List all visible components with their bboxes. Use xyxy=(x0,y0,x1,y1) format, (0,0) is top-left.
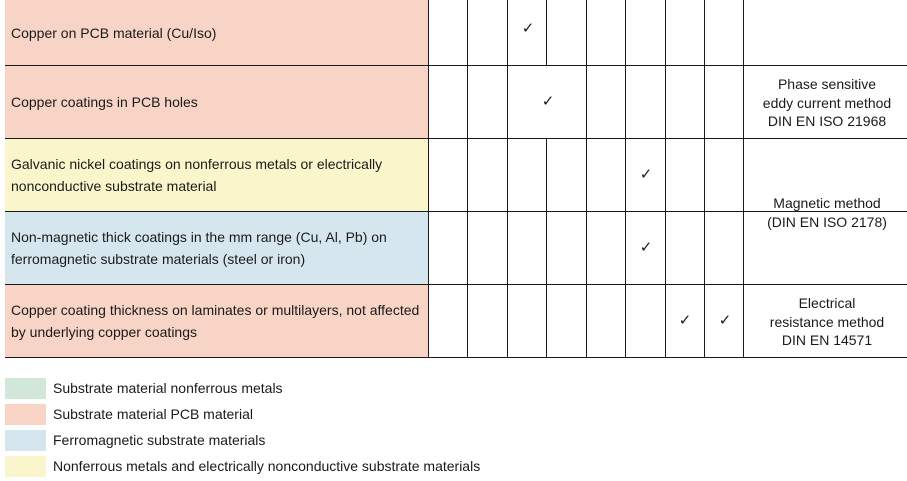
check-mark: ✓ xyxy=(521,20,535,37)
legend-swatch xyxy=(5,456,46,477)
row-label-nonmagnetic-thick: Non-magnetic thick coatings in the mm range (Cu, Al, Pb) on ferromagnetic substrate materials (steel or iron) xyxy=(5,212,428,284)
legend-item-pcb xyxy=(5,404,605,425)
legend-label: Substrate material nonferrous metals xyxy=(53,380,283,396)
method-line: Phase sensitive xyxy=(777,76,877,92)
check-mark: ✓ xyxy=(678,312,692,329)
row-label-copper-laminates: Copper coating thickness on laminates or multilayers, not affected by underlying copper coatings xyxy=(5,285,428,357)
legend-item-nonconductive xyxy=(5,456,605,477)
row-label-copper-pcb-holes: Copper coatings in PCB holes xyxy=(5,66,428,138)
legend-label: Nonferrous metals and electrically nonconductive substrate materials xyxy=(53,458,481,474)
check-mark: ✓ xyxy=(718,312,732,329)
method-line: Electrical xyxy=(798,295,856,311)
method-line: eddy current method xyxy=(762,94,892,111)
row-label-copper-on-pcb: Copper on PCB material (Cu/Iso) xyxy=(5,0,428,65)
legend-swatch xyxy=(5,378,46,399)
legend-item-nonferrous xyxy=(5,378,605,399)
check-mark: ✓ xyxy=(639,239,653,256)
method-line: resistance method xyxy=(769,313,885,330)
method-line: DIN EN ISO 21968 xyxy=(767,113,887,129)
legend-swatch xyxy=(5,430,46,451)
check-mark: ✓ xyxy=(639,166,653,183)
method-line: DIN EN 14571 xyxy=(781,332,873,348)
row-label-galvanic-nickel: Galvanic nickel coatings on nonferrous metals or electrically nonconductive substrate material xyxy=(5,139,428,211)
method-electrical-resistance xyxy=(744,294,907,350)
legend-label: Substrate material PCB material xyxy=(53,406,253,422)
method-line: (DIN EN ISO 2178) xyxy=(767,213,887,230)
legend-swatch xyxy=(5,404,46,425)
method-line: Magnetic method xyxy=(773,195,881,211)
check-mark: ✓ xyxy=(541,93,555,110)
legend-item-ferromagnetic xyxy=(5,430,605,451)
method-magnetic xyxy=(744,194,907,231)
method-eddy-current xyxy=(744,75,907,131)
legend-label: Ferromagnetic substrate materials xyxy=(53,432,266,448)
